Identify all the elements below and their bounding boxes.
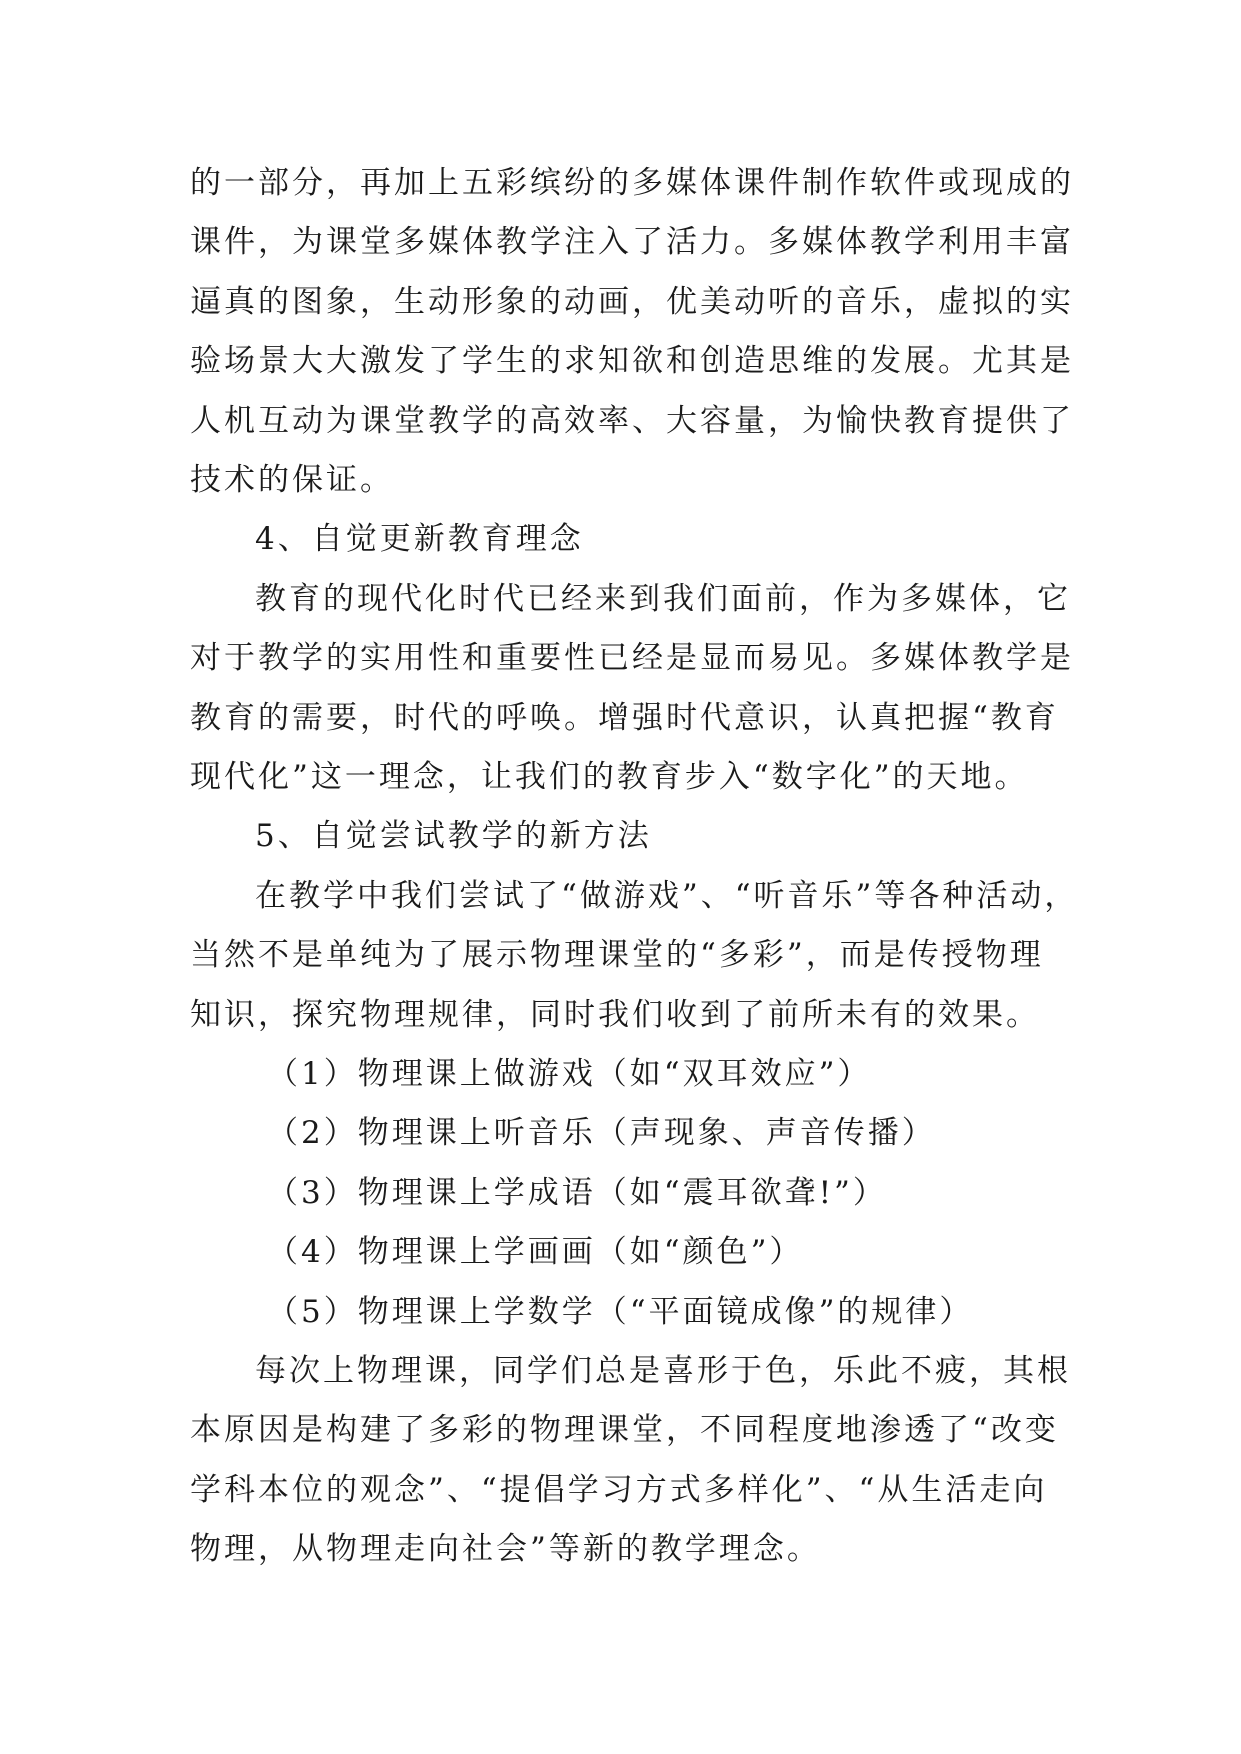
paragraph-line: 课件，为课堂多媒体教学注入了活力。多媒体教学利用丰富: [190, 224, 1074, 260]
paragraph-line: 的一部分，再加上五彩缤纷的多媒体课件制作软件或现成的: [190, 165, 1074, 201]
paragraph-line: 对于教学的实用性和重要性已经是显而易见。多媒体教学是: [190, 640, 1074, 676]
paragraph-line: 教育的现代化时代已经来到我们面前，作为多媒体，它: [255, 581, 1071, 617]
paragraph-line: 本原因是构建了多彩的物理课堂，不同程度地渗透了“改变: [190, 1412, 1059, 1448]
paragraph-line: 在教学中我们尝试了“做游戏”、“听音乐”等各种活动，: [255, 878, 1079, 914]
list-item: （2）物理课上听音乐（声现象、声音传播）: [267, 1115, 936, 1151]
paragraph-line: 知识，探究物理规律，同时我们收到了前所未有的效果。: [190, 997, 1040, 1033]
list-item: （4）物理课上学画画（如“颜色”）: [267, 1234, 804, 1270]
paragraph-line: 验场景大大激发了学生的求知欲和创造思维的发展。尤其是: [190, 343, 1074, 379]
list-item: （3）物理课上学成语（如“震耳欲聋!”）: [267, 1175, 887, 1211]
paragraph-line: 当然不是单纯为了展示物理课堂的“多彩”，而是传授物理: [190, 937, 1044, 973]
paragraph-line: 每次上物理课，同学们总是喜形于色，乐此不疲，其根: [255, 1353, 1071, 1389]
paragraph-line: 物理，从物理走向社会”等新的教学理念。: [190, 1531, 821, 1567]
list-item: （1）物理课上做游戏（如“双耳效应”）: [267, 1056, 872, 1092]
paragraph-line: 技术的保证。: [190, 462, 394, 498]
list-item: （5）物理课上学数学（“平面镜成像”的规律）: [267, 1294, 974, 1330]
paragraph-line: 现代化”这一理念，让我们的教育步入“数字化”的天地。: [190, 759, 1029, 795]
paragraph-line: 学科本位的观念”、“提倡学习方式多样化”、“从生活走向: [190, 1472, 1048, 1508]
paragraph-line: 教育的需要，时代的呼唤。增强时代意识，认真把握“教育: [190, 700, 1059, 736]
paragraph-line: 人机互动为课堂教学的高效率、大容量，为愉快教育提供了: [190, 403, 1074, 439]
paragraph-line: 逼真的图象，生动形象的动画，优美动听的音乐，虚拟的实: [190, 284, 1074, 320]
section-heading: 4、自觉更新教育理念: [255, 521, 584, 557]
section-heading: 5、自觉尝试教学的新方法: [255, 818, 652, 854]
